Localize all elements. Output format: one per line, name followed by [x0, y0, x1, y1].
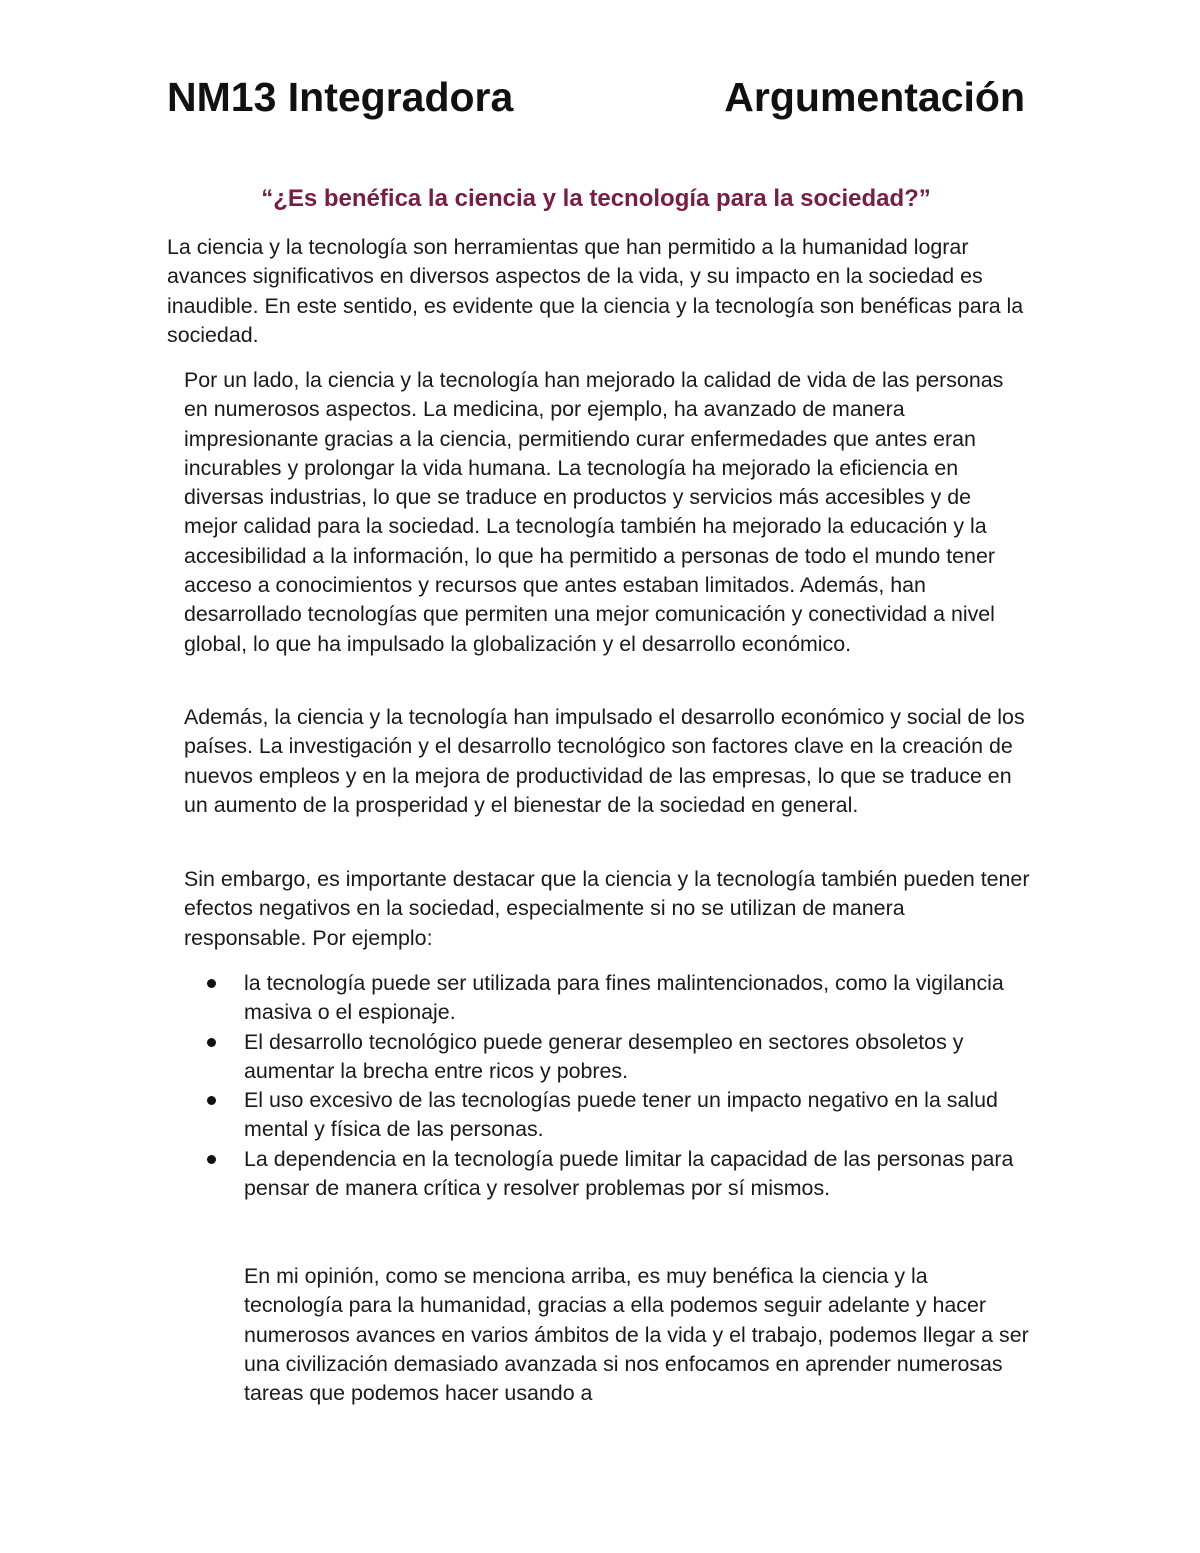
list-item [184, 1086, 1030, 1145]
body-paragraph-3: Sin embargo, es importante destacar que la ciencia y la tecnología también pueden tener efectos negativos en la sociedad, especialmente si no se utilizan de manera responsable. Por ejemplo: [184, 867, 1030, 950]
bullet-icon [207, 1096, 216, 1105]
list-item-text: la tecnología puede ser utilizada para fines malintencionados, como la vigilancia masiva o el espionaje. [244, 971, 1004, 1025]
opinion-paragraph: En mi opinión, como se menciona arriba, es muy benéfica la ciencia y la tecnología para la humanidad, gracias a ella podemos seguir adelante y hacer numerosos avances en varios ámbitos de la vida y el trabajo, podemos llegar a ser una civilización demasiado avanzada si nos enfocamos en aprender numerosas tareas que podemos hacer usando a [244, 1264, 1029, 1406]
bullet-icon [207, 979, 216, 988]
list-item-text: El uso excesivo de las tecnologías puede tener un impacto negativo en la salud mental y física de las personas. [244, 1088, 998, 1142]
header-right-title: Argumentación [724, 74, 1025, 120]
body-paragraph-1: Por un lado, la ciencia y la tecnología han mejorado la calidad de vida de las personas en numerosos aspectos. La medicina, por ejemplo, ha avanzado de manera impresionante gracias a la ciencia, permitiendo curar enfermedades que antes eran incurables y prolongar la vida humana. La tecnología ha mejorado la eficiencia en diversas industrias, lo que se traduce en productos y servicios más accesibles y de mejor calidad para la sociedad. La tecnología también ha mejorado la educación y la accesibilidad a la información, lo que ha permitido a personas de todo el mundo tener acceso a conocimientos y recursos que antes estaban limitados. Además, han desarrollado tecnologías que permiten una mejor comunicación y conectividad a nivel global, lo que ha impulsado la globalización y el desarrollo económico. [184, 368, 1004, 656]
bullet-icon [207, 1038, 216, 1047]
body-paragraph-2: Además, la ciencia y la tecnología han impulsado el desarrollo económico y social de los países. La investigación y el desarrollo tecnológico son factores clave en la creación de nuevos empleos y en la mejora de productividad de las empresas, lo que se traduce en un aumento de la prosperidad y el bienestar de la sociedad en general. [184, 705, 1025, 817]
list-item [184, 1145, 1030, 1204]
list-item-text: La dependencia en la tecnología puede limitar la capacidad de las personas para pensar de manera crítica y resolver problemas por sí mismos. [244, 1146, 1014, 1201]
negative-effects-list [184, 969, 1030, 1203]
bullet-icon [207, 1155, 216, 1164]
header-left-title: NM13 Integradora [167, 74, 514, 120]
list-item-text: El desarrollo tecnológico puede generar desempleo en sectores obsoletos y aumentar la brecha entre ricos y pobres. [244, 1029, 964, 1083]
essay-question: “¿Es benéfica la ciencia y la tecnología para la sociedad?” [261, 185, 931, 212]
document-header [167, 74, 1025, 120]
intro-paragraph: La ciencia y la tecnología son herramientas que han permitido a la humanidad lograr avances significativos en diversos aspectos de la vida, y su impacto en la sociedad es inaudible. En este sentido, es evidente que la ciencia y la tecnología son benéficas para la sociedad. [167, 235, 1024, 347]
list-item [184, 969, 1030, 1028]
list-item [184, 1028, 1030, 1087]
